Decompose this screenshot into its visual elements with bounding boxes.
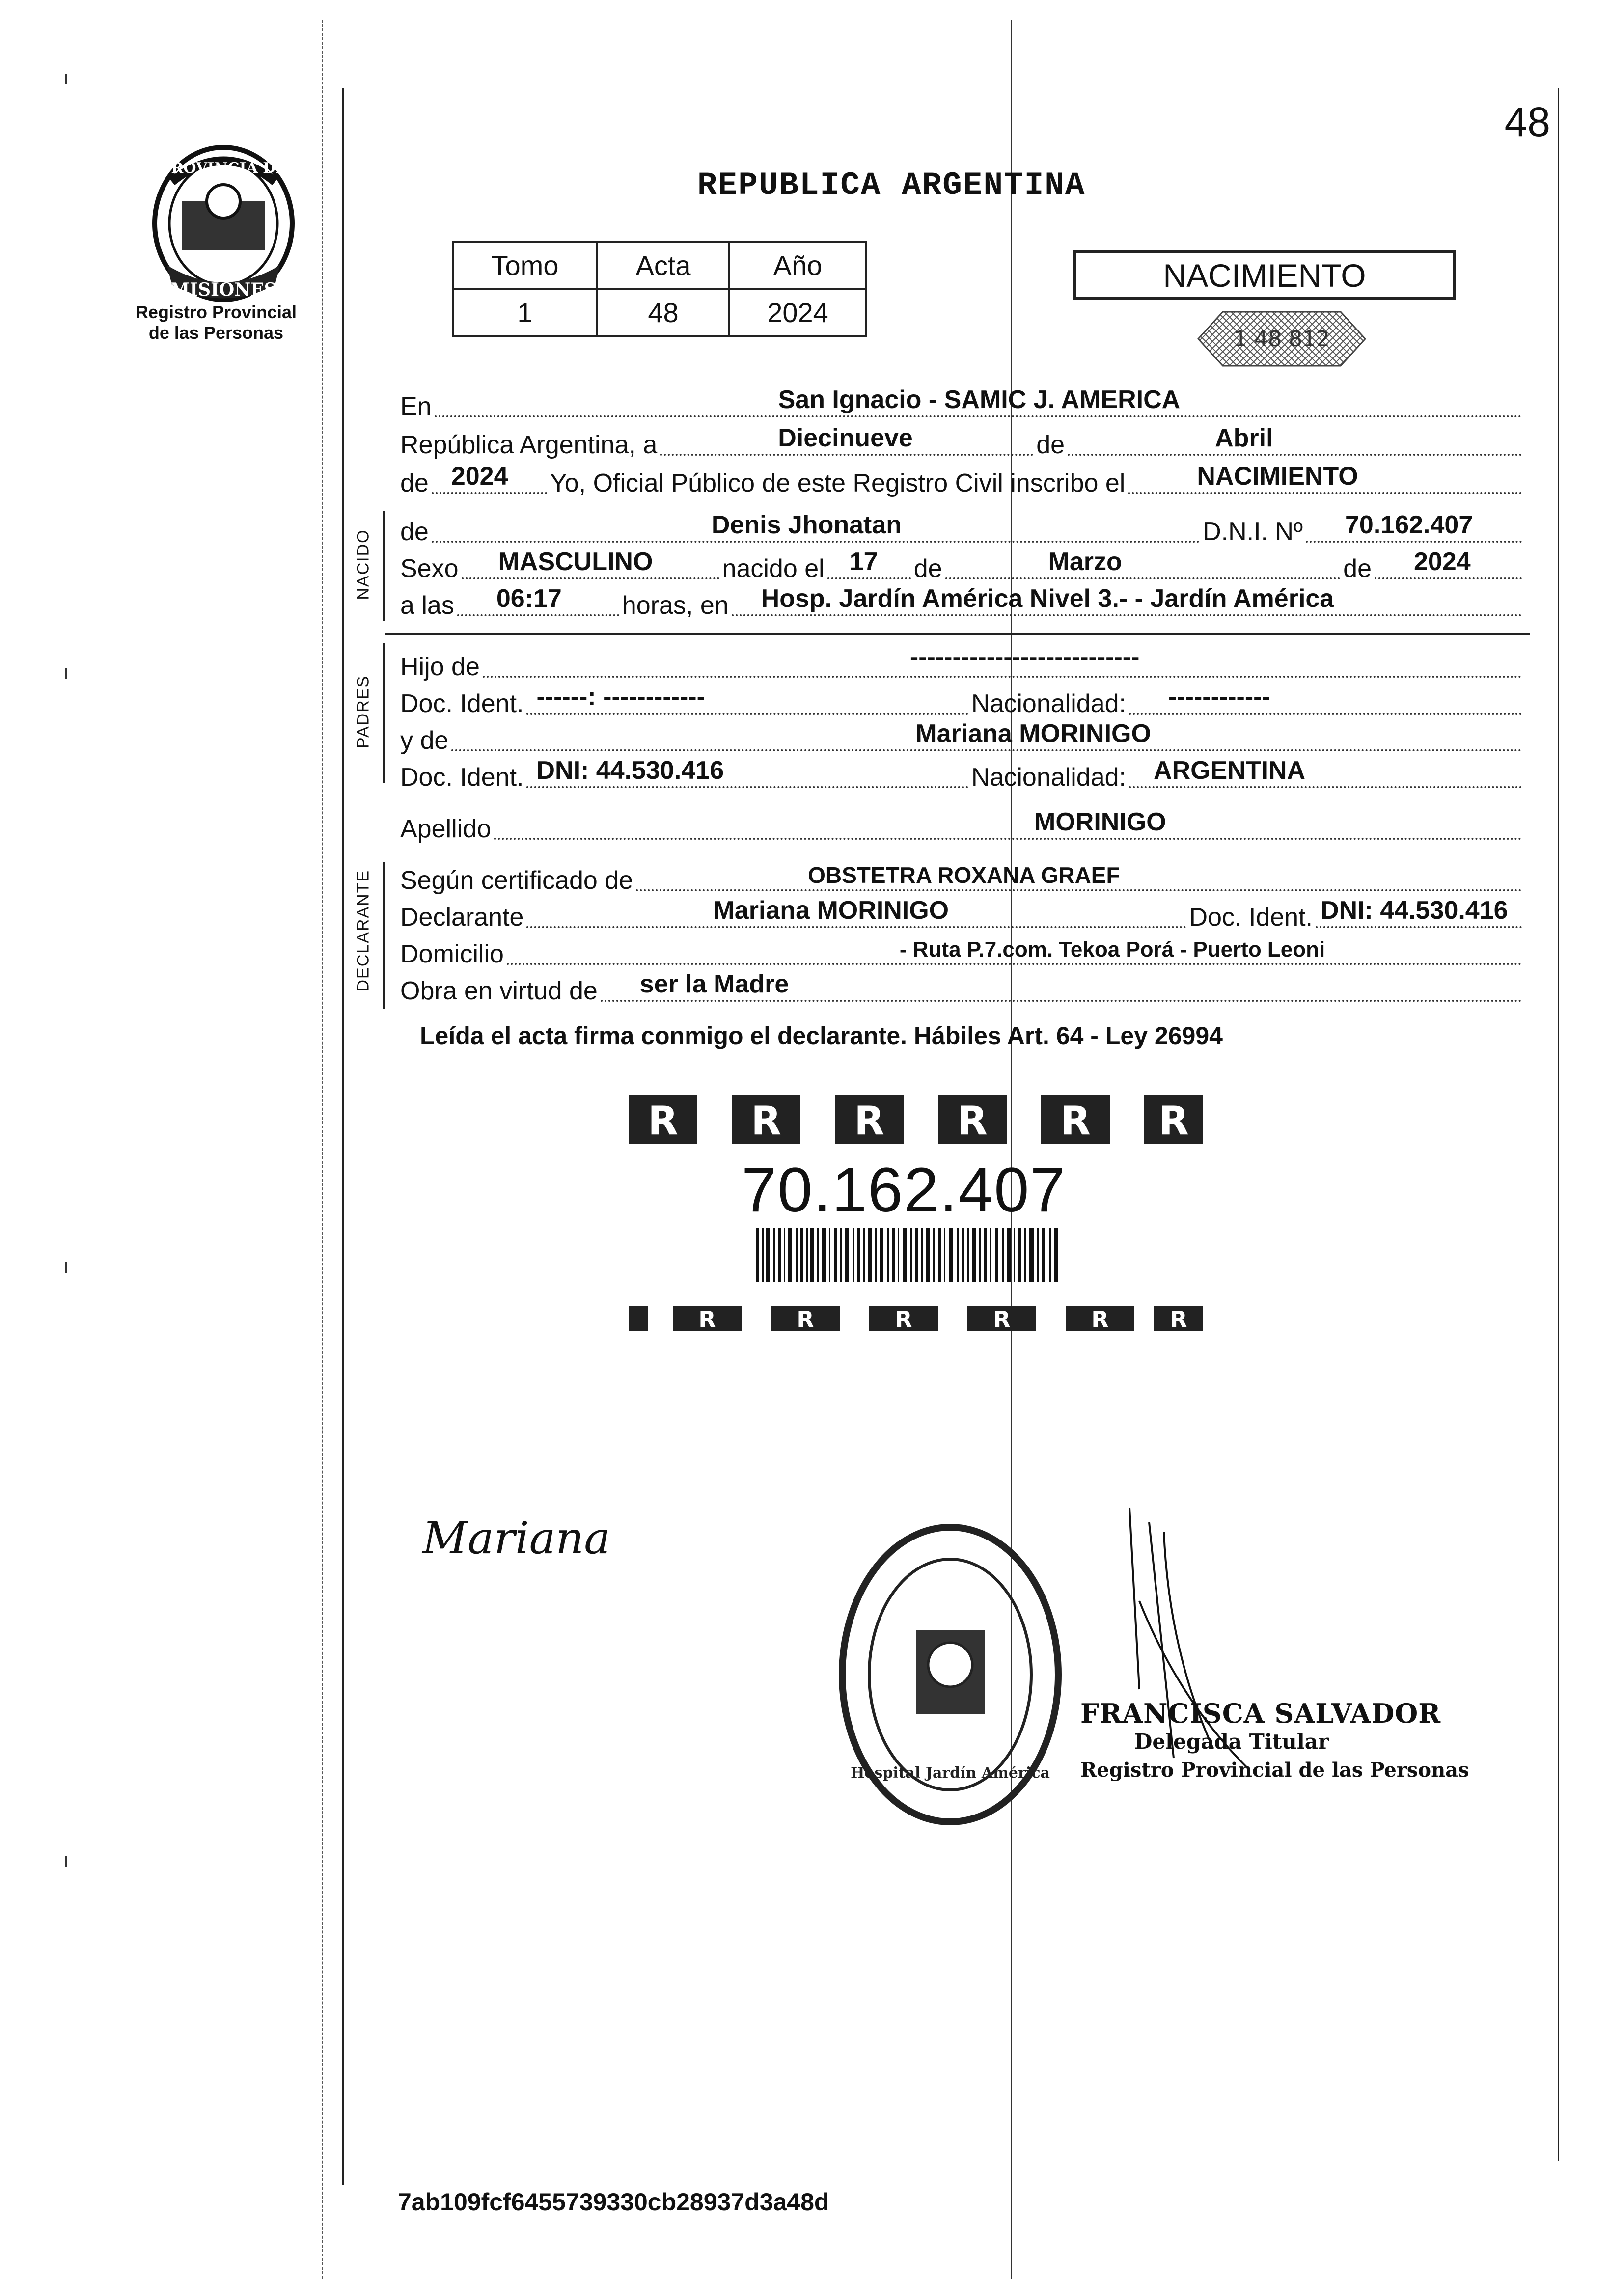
row-republica	[400, 426, 1525, 461]
label-nacido-el: nacido el	[722, 554, 825, 583]
row-padre-doc	[400, 685, 1525, 719]
label-en: En	[400, 392, 432, 421]
declarante-signature: Mariana	[422, 1512, 610, 1564]
value-certificado: OBSTETRA ROXANA GRAEF	[808, 862, 1120, 888]
left-margin-line	[342, 88, 344, 2185]
svg-text:R: R	[957, 1098, 988, 1144]
security-sticker-bottom	[624, 1301, 1213, 1336]
label-nacido-de: de	[400, 518, 429, 546]
value-tipo-inscripcion: NACIMIENTO	[1197, 462, 1358, 491]
registry-label-line1: Registro Provincial	[135, 302, 297, 322]
row-hora	[400, 584, 1525, 621]
label-declarante: Declarante	[400, 903, 524, 932]
value-mes-inscripcion: Abril	[1215, 424, 1273, 452]
document-title: REPUBLICA ARGENTINA	[697, 167, 1086, 204]
label-doc-ident-declarante: Doc. Ident.	[1189, 903, 1313, 932]
svg-text:Hospital Jardín América: Hospital Jardín América	[851, 1764, 1050, 1782]
misiones-province-seal	[147, 142, 300, 304]
value-dni-nacido: 70.162.407	[1345, 511, 1473, 539]
punch-mark	[65, 1262, 67, 1273]
label-obra: Obra en virtud de	[400, 977, 598, 1005]
row-nacido-nombre	[400, 513, 1525, 548]
nacido-bracket	[383, 511, 385, 621]
page-number: 48	[1504, 99, 1550, 145]
legal-note: Leída el acta firma conmigo el declarante. Hábiles Art. 64 - Ley 26994	[420, 1022, 1223, 1049]
value-apellido: MORINIGO	[1034, 808, 1166, 836]
label-dni: D.N.I. Nº	[1203, 518, 1303, 546]
record-type-box: NACIMIENTO	[1073, 250, 1456, 300]
security-sticker-top	[624, 1085, 1213, 1159]
value-lugar-nacimiento: Hosp. Jardín América Nivel 3.- - Jardín América	[761, 584, 1334, 613]
label-a-las: a las	[400, 591, 454, 620]
value-padre-doc: ------: ------------	[536, 683, 705, 711]
svg-text:R: R	[854, 1098, 884, 1144]
divider	[385, 633, 1530, 635]
value-padre: ---------------------------	[909, 643, 1140, 671]
value-madre-doc: DNI: 44.530.416	[536, 756, 724, 785]
header-acta: Acta	[597, 242, 729, 289]
label-inscribo: Yo, Oficial Público de este Registro Civil inscribo el	[550, 469, 1126, 497]
document-hash: 7ab109fcf6455739330cb28937d3a48d	[398, 2188, 829, 2216]
value-anio-inscripcion: 2024	[451, 462, 508, 491]
svg-text:R: R	[1170, 1306, 1187, 1333]
value-dia-inscripcion: Diecinueve	[778, 424, 913, 452]
value-madre: Mariana MORINIGO	[915, 719, 1151, 748]
punch-mark	[65, 668, 67, 679]
svg-text:R: R	[648, 1098, 678, 1144]
value-declarante-doc: DNI: 44.530.416	[1321, 896, 1508, 925]
guilloche-stamp	[1188, 307, 1375, 371]
label-de-4: de	[1343, 554, 1372, 583]
row-declarante	[400, 896, 1525, 933]
value-anio: 2024	[729, 289, 866, 336]
row-certificado	[400, 862, 1525, 896]
registry-label-line2: de las Personas	[148, 323, 284, 343]
value-hora: 06:17	[496, 584, 562, 613]
label-nacionalidad-madre: Nacionalidad:	[971, 763, 1126, 792]
label-hijo-de: Hijo de	[400, 653, 480, 681]
row-sexo	[400, 550, 1525, 584]
perforation-line	[322, 20, 323, 2279]
value-acta: 48	[597, 289, 729, 336]
right-margin-line	[1558, 88, 1559, 2161]
svg-text:R: R	[993, 1306, 1011, 1333]
official-organization: Registro Provincial de las Personas	[1080, 1759, 1469, 1782]
declarante-section-label: DECLARANTE	[354, 869, 373, 992]
value-anio-nacimiento: 2024	[1414, 548, 1471, 576]
svg-text:1 48 812: 1 48 812	[1234, 327, 1330, 352]
value-madre-nacionalidad: ARGENTINA	[1154, 756, 1306, 785]
value-dia-nacimiento: 17	[849, 548, 878, 576]
header-tomo: Tomo	[453, 242, 597, 289]
svg-text:R: R	[751, 1098, 781, 1144]
row-inscribo	[400, 462, 1525, 499]
label-certificado: Según certificado de	[400, 866, 633, 895]
security-number: 70.162.407	[742, 1155, 1066, 1225]
svg-text:MISIONES: MISIONES	[170, 279, 277, 300]
official-name: FRANCISCA SALVADOR	[1080, 1698, 1441, 1729]
label-doc-ident-madre: Doc. Ident.	[400, 763, 524, 792]
value-mes-nacimiento: Marzo	[1048, 548, 1122, 576]
label-sexo: Sexo	[400, 554, 459, 583]
punch-mark	[65, 1856, 67, 1867]
barcode	[756, 1228, 1061, 1282]
label-apellido: Apellido	[400, 815, 492, 843]
row-y-de	[400, 719, 1525, 756]
value-padre-nacionalidad: ------------	[1168, 683, 1270, 711]
svg-text:R: R	[1091, 1306, 1109, 1333]
value-sexo: MASCULINO	[498, 548, 653, 576]
hospital-stamp	[830, 1517, 1071, 1832]
value-domicilio: - Ruta P.7.com. Tekoa Porá - Puerto Leoni	[899, 937, 1325, 962]
value-nombre: Denis Jhonatan	[711, 511, 902, 539]
svg-text:R: R	[698, 1306, 716, 1333]
official-signature-block	[1080, 1699, 1469, 1785]
label-de-2: de	[400, 469, 429, 497]
value-declarante: Mariana MORINIGO	[713, 896, 949, 925]
row-obra	[400, 972, 1525, 1007]
padres-section-label: PADRES	[354, 675, 373, 749]
label-doc-ident-padre: Doc. Ident.	[400, 689, 524, 718]
label-horas-en: horas, en	[622, 591, 729, 620]
label-de: de	[1036, 431, 1065, 459]
label-y-de: y de	[400, 726, 449, 755]
official-role: Delegada Titular	[1134, 1730, 1329, 1754]
svg-text:R: R	[797, 1306, 814, 1333]
row-madre-doc	[400, 756, 1525, 793]
nacido-section-label: NACIDO	[354, 529, 373, 600]
header-anio: Año	[729, 242, 866, 289]
row-apellido	[400, 810, 1525, 845]
svg-text:R: R	[1158, 1098, 1189, 1144]
punch-mark	[65, 74, 67, 84]
svg-text:R: R	[895, 1306, 912, 1333]
value-lugar-inscripcion: San Ignacio - SAMIC J. AMERICA	[778, 385, 1181, 414]
row-en	[400, 385, 1525, 422]
declarante-bracket	[383, 862, 385, 1009]
value-tomo: 1	[453, 289, 597, 336]
svg-text:R: R	[1060, 1098, 1091, 1144]
row-hijo-de	[400, 643, 1525, 683]
value-obra: ser la Madre	[639, 970, 789, 998]
registry-label	[118, 302, 314, 343]
row-domicilio	[400, 935, 1525, 970]
register-table	[452, 241, 867, 337]
padres-bracket	[383, 643, 385, 783]
label-domicilio: Domicilio	[400, 940, 504, 968]
label-nacionalidad-padre: Nacionalidad:	[971, 689, 1126, 718]
svg-text:PROVINCIA DE: PROVINCIA DE	[160, 160, 287, 177]
label-republica: República Argentina, a	[400, 431, 658, 459]
label-de-3: de	[913, 554, 942, 583]
